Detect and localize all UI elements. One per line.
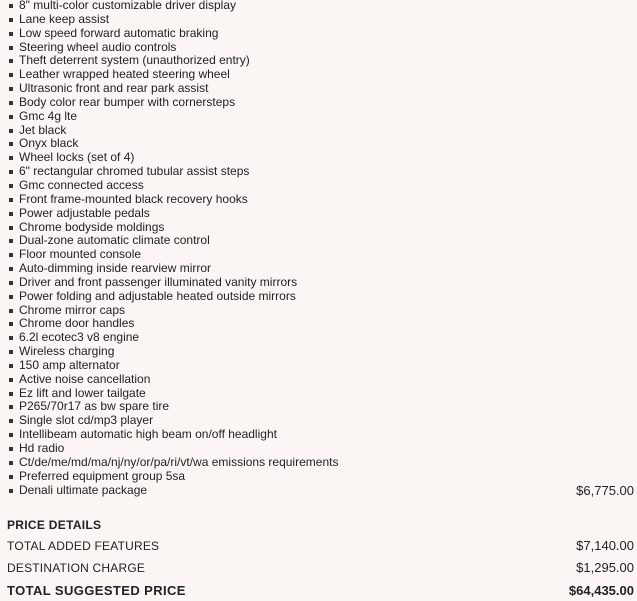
bullet-icon <box>9 156 13 160</box>
feature-item <box>8 124 338 138</box>
feature-label: Chrome door handles <box>19 316 135 331</box>
feature-label: Gmc 4g lte <box>19 108 78 123</box>
price-details-title: PRICE DETAILS <box>7 518 102 532</box>
feature-label: Front frame-mounted black recovery hooks <box>19 191 248 206</box>
bullet-icon <box>9 433 13 437</box>
feature-label: Onyx black <box>19 136 79 151</box>
bullet-icon <box>9 322 13 326</box>
feature-item <box>8 442 338 456</box>
feature-item <box>8 110 338 124</box>
bullet-icon <box>9 46 13 50</box>
bullet-icon <box>9 447 13 451</box>
bullet-icon <box>9 226 13 230</box>
bullet-icon <box>9 212 13 216</box>
feature-label: Wireless charging <box>19 344 115 359</box>
feature-item <box>8 234 338 248</box>
total-added-features-label: TOTAL ADDED FEATURES <box>7 539 160 553</box>
bullet-icon <box>9 267 13 271</box>
feature-label: Jet black <box>19 122 67 137</box>
feature-label: Ez lift and lower tailgate <box>19 385 146 400</box>
feature-item <box>8 317 338 331</box>
total-added-features-value: $7,140.00 <box>576 538 634 553</box>
feature-label: Chrome mirror caps <box>19 302 126 317</box>
feature-item <box>8 373 338 387</box>
feature-item <box>8 262 338 276</box>
bullet-icon <box>9 378 13 382</box>
feature-label: Denali ultimate package <box>19 482 148 497</box>
feature-label: Floor mounted console <box>19 247 142 262</box>
feature-item <box>8 68 338 82</box>
feature-label: Active noise cancellation <box>19 371 151 386</box>
feature-label: Preferred equipment group 5sa <box>19 468 186 483</box>
feature-item <box>8 41 338 55</box>
feature-item <box>8 345 338 359</box>
feature-list <box>8 0 338 497</box>
feature-label: Body color rear bumper with cornersteps <box>19 94 236 109</box>
bullet-icon <box>9 73 13 77</box>
bullet-icon <box>9 18 13 22</box>
bullet-icon <box>9 87 13 91</box>
feature-item <box>8 96 338 110</box>
feature-label: Power folding and adjustable heated outside mirrors <box>19 288 296 303</box>
bullet-icon <box>9 309 13 313</box>
feature-label: Power adjustable pedals <box>19 205 150 220</box>
feature-item <box>8 484 338 498</box>
bullet-icon <box>9 129 13 133</box>
feature-item <box>8 387 338 401</box>
bullet-icon <box>9 336 13 340</box>
feature-label: 6" rectangular chromed tubular assist steps <box>19 164 250 179</box>
total-suggested-price-value: $64,435.00 <box>568 583 634 598</box>
feature-item <box>8 414 338 428</box>
total-suggested-price-label: TOTAL SUGGESTED PRICE <box>7 583 186 598</box>
bullet-icon <box>9 295 13 299</box>
feature-label: Ultrasonic front and rear park assist <box>19 81 209 96</box>
feature-item <box>8 54 338 68</box>
feature-label: Steering wheel audio controls <box>19 39 177 54</box>
feature-label: Auto-dimming inside rearview mirror <box>19 261 212 276</box>
feature-label: Intellibeam automatic high beam on/off headlight <box>19 427 277 442</box>
feature-label: Wheel locks (set of 4) <box>19 150 135 165</box>
bullet-icon <box>9 461 13 465</box>
feature-item <box>8 359 338 373</box>
feature-label: 6.2l ecotec3 v8 engine <box>19 330 140 345</box>
total-added-features-row <box>7 538 634 553</box>
feature-label: Leather wrapped heated steering wheel <box>19 67 230 82</box>
destination-charge-value: $1,295.00 <box>576 560 634 575</box>
feature-label: Single slot cd/mp3 player <box>19 413 154 428</box>
feature-item <box>8 13 338 27</box>
bullet-icon <box>9 142 13 146</box>
feature-item <box>8 248 338 262</box>
bullet-icon <box>9 489 13 493</box>
feature-item <box>8 82 338 96</box>
bullet-icon <box>9 350 13 354</box>
feature-item <box>8 331 338 345</box>
feature-item <box>8 470 338 484</box>
feature-item <box>8 456 338 470</box>
bullet-icon <box>9 253 13 257</box>
feature-item <box>8 27 338 41</box>
bullet-icon <box>9 59 13 63</box>
feature-item <box>8 400 338 414</box>
bullet-icon <box>9 405 13 409</box>
feature-item <box>8 304 338 318</box>
feature-item <box>8 193 338 207</box>
destination-charge-row <box>7 560 634 575</box>
feature-label: Ct/de/me/md/ma/nj/ny/or/pa/ri/vt/wa emissions requirements <box>19 454 339 469</box>
feature-item <box>8 165 338 179</box>
feature-label: Gmc connected access <box>19 177 144 192</box>
bullet-icon <box>9 115 13 119</box>
feature-label: Driver and front passenger illuminated vanity mirrors <box>19 274 298 289</box>
feature-label: Chrome bodyside moldings <box>19 219 165 234</box>
feature-item <box>8 207 338 221</box>
bullet-icon <box>9 170 13 174</box>
feature-item <box>8 151 338 165</box>
feature-label: Hd radio <box>19 441 65 455</box>
feature-label: Theft deterrent system (unauthorized entry) <box>19 53 250 68</box>
feature-label: P265/70r17 as bw spare tire <box>19 399 170 414</box>
feature-item <box>8 179 338 193</box>
feature-label: Low speed forward automatic braking <box>19 25 219 40</box>
feature-label: Dual-zone automatic climate control <box>19 233 210 248</box>
feature-label: Lane keep assist <box>19 11 110 26</box>
destination-charge-label: DESTINATION CHARGE <box>7 561 146 575</box>
bullet-icon <box>9 239 13 243</box>
bullet-icon <box>9 392 13 396</box>
feature-item <box>8 428 338 442</box>
bullet-icon <box>9 184 13 188</box>
bullet-icon <box>9 419 13 423</box>
feature-item <box>8 137 338 151</box>
bullet-icon <box>9 32 13 36</box>
feature-label: 150 amp alternator <box>19 357 120 372</box>
total-suggested-price-row <box>7 583 634 598</box>
bullet-icon <box>9 364 13 368</box>
bullet-icon <box>9 281 13 285</box>
feature-item <box>8 221 338 235</box>
bullet-icon <box>9 475 13 479</box>
package-price: $6,775.00 <box>576 483 634 498</box>
bullet-icon <box>9 4 13 8</box>
bullet-icon <box>9 101 13 105</box>
feature-item <box>8 276 338 290</box>
feature-label: 8" multi-color customizable driver display <box>19 0 237 12</box>
feature-item <box>8 290 338 304</box>
bullet-icon <box>9 198 13 202</box>
